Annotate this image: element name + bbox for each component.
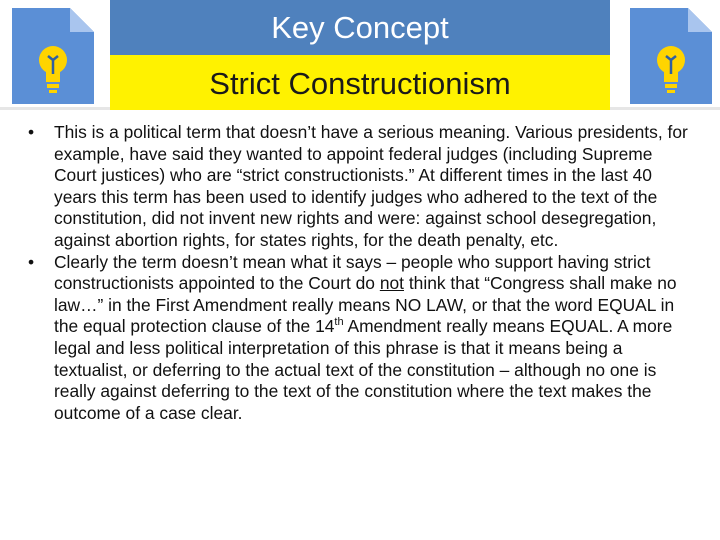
amendment-number: 14 bbox=[315, 316, 335, 337]
ordinal-suffix: th bbox=[334, 316, 344, 329]
bullet-list bbox=[28, 122, 698, 424]
page-title: Key Concept bbox=[110, 0, 610, 55]
title-banner bbox=[110, 0, 610, 110]
emphasis-not: not bbox=[379, 273, 404, 294]
lightbulb-document-icon bbox=[8, 4, 98, 108]
bullet-2-text-c: Amendment really means EQUAL. A more legal and less political interpretation of this phrase is that it means being a textualist, or deferring to the actual text of the constitution – although no one is really against deferring to the text of the constitution where the text makes the outcome of a case clear. bbox=[54, 316, 673, 423]
page-subtitle: Strict Constructionism bbox=[110, 55, 610, 110]
lightbulb-document-icon bbox=[626, 4, 716, 108]
bullet-item-2 bbox=[28, 252, 698, 425]
bullet-2-text-a: Clearly the term doesn’t mean what it says – people who support having strict constructionists appointed to the Court do bbox=[54, 251, 651, 294]
bullet-item-1: • This is a political term that doesn’t have a serious meaning. Various presidents, for example, have said they wanted to appoint federal judges (including Supreme Court justices) who are “strict constructionists.” At different times in the last 40 years this term has been used to identify judges who adhered to the text of the constitution, did not invent new rights and were: against school desegregation, against abortion rights, for states rights, for the death penalty, etc. bbox=[28, 122, 698, 252]
bullet-2-text-b: think that “Congress shall make no law…” in the First Amendment really means NO LAW, or that the word EQUAL in the equal protection clause of the bbox=[54, 273, 677, 337]
